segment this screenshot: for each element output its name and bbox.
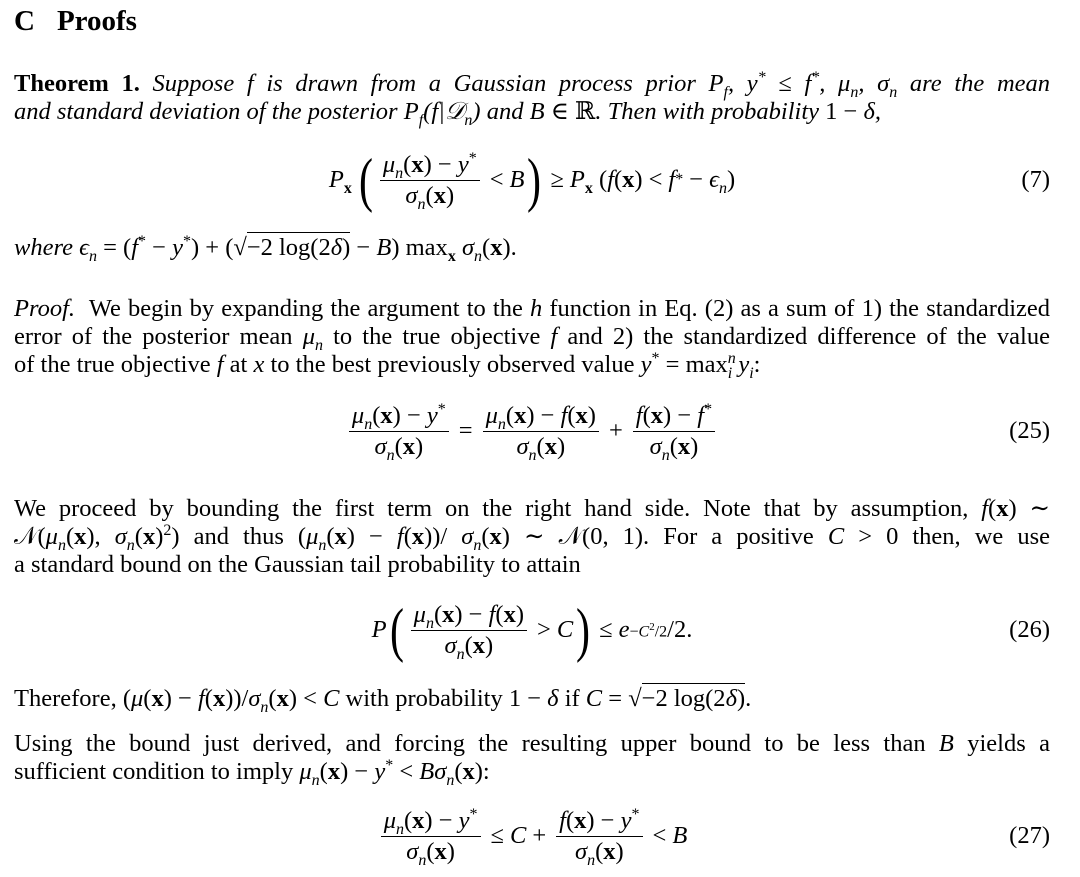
section-number: C — [14, 5, 35, 37]
equation-26: P ( $\frac{\mu_n(x) - f(x)}{\sigma_n(x)}$ > C ) ≤ e $-C^2/2$ /2. (26) — [371, 597, 1050, 663]
theorem-line-2: and standard deviation of the posterior $P_f(f|𝒟_n)$ and B ∈ ℝ. Then with probability 1 − δ, — [14, 98, 881, 129]
equation-26-number: (26) — [1009, 616, 1050, 643]
proof-label: Proof. — [14, 295, 76, 322]
equation-25: $\frac{\mu_n(x) - y^*}{\sigma_n(x)}$ = $\frac{\mu_n(x) - f(x)}{\sigma_n(x)}$ + $\frac{f(x) - f^*}{\sigma_n(x)}$ (25) — [14, 398, 1050, 464]
section-heading — [14, 4, 137, 38]
theorem-statement — [14, 68, 1051, 129]
where-clause: where $\epsilon_n = (f^* - y^*) + (√-2$ log(2δ) − B) $\max_x \sigma_n(x)$. — [14, 232, 517, 265]
theorem-label: Theorem 1. — [14, 70, 140, 97]
therefore-paragraph: Therefore, $(\mu(x) - f(x))/\sigma_n(x) < C$ with probability 1 − δ if C = √−2 log(2δ). — [14, 685, 752, 716]
section-title: Proofs — [56, 5, 137, 37]
equation-27: $\frac{\mu_n(x) - y^*}{\sigma_n(x)}$ ≤ C + $\frac{f(x) - y^*}{\sigma_n(x)}$ < B (27) — [14, 803, 1050, 869]
equation-25-number: (25) — [1009, 417, 1050, 444]
equation-27-number: (27) — [1009, 822, 1050, 849]
bounding-paragraph: We proceed by bounding the first term on the right hand side. Note that by assumption, f(x) ∼ $𝒩(\mu_n(x)$, $\sigma_n(x)^2$) and thus $(\mu_n(x) - f(x))/$ $\sigma_n(x)$ ∼ 𝒩(0, 1). For a positive C > 0 then, we use a standard bound on the Gaussian tail probability to attain — [14, 495, 1050, 578]
proof-paragraph: Proof. We begin by expanding the argument to the h function in Eq. (2) as a sum of 1) the standardized error of the posterior mean $\mu_n$ to the true objective f and 2) the standardized difference of the value of the true objective f at x to the best previously observed value $y^* = \max^n_i y_i$: — [14, 295, 1050, 382]
equation-7-number: (7) — [1021, 166, 1050, 193]
theorem-line-1: Theorem 1. Suppose f is drawn from a Gaussian process prior $P_f$, y* ≤ f*, $\mu_n$, $\sigma_n$ are the mean — [14, 68, 1051, 101]
equation-7: $P_x$ ( $\frac{\mu_n(x) - y^*}{\sigma_n(x)}$ < B ) ≥ $P_x$ ( f ( x ) < f * − $\epsilon_n$ ) (7) — [328, 147, 1050, 213]
bound-paragraph: Using the bound just derived, and forcing the resulting upper bound to be less than B yields a sufficient condition to imply $\mu_n(x) - y^* < B\sigma_n(x)$: — [14, 730, 1050, 789]
